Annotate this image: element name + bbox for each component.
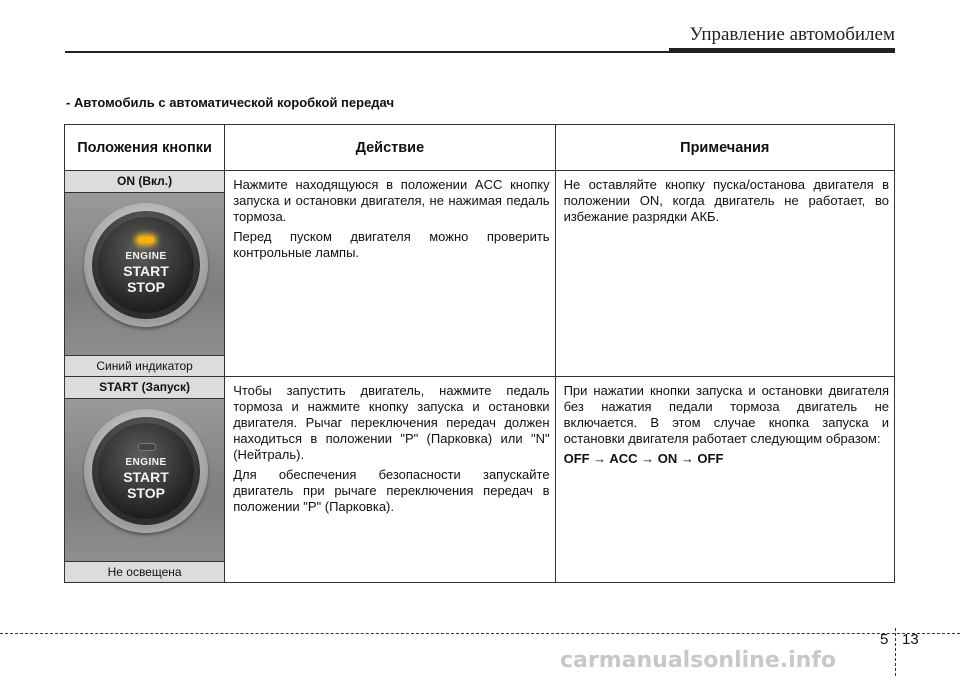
action-paragraph: Перед пуском двигателя можно проверить контрольные лампы. [233, 229, 550, 260]
table-row [65, 377, 895, 583]
page-header-title: Управление автомобилем [689, 24, 895, 45]
position-cell [65, 377, 225, 583]
table-header-row [65, 125, 895, 171]
action-paragraph: Нажмите находящуюся в положении ACC кнопку запуска и остановки двигателя, не нажимая педаль тормоза. [233, 177, 550, 224]
button-text-engine: ENGINE [125, 457, 167, 468]
header-rule [65, 51, 669, 53]
position-cell [65, 171, 225, 377]
button-text-stop: STOP [127, 485, 165, 501]
footer-rule [0, 633, 960, 634]
action-cell [225, 171, 555, 377]
indicator-lit-icon [138, 237, 154, 243]
watermark: carmanualsonline.info [560, 648, 836, 673]
indicator-caption: Синий индикатор [65, 356, 224, 376]
start-button-table [64, 124, 895, 583]
position-label: ON (Вкл.) [65, 171, 224, 193]
notes-cell [555, 171, 894, 377]
footer-divider [895, 628, 896, 676]
position-label: START (Запуск) [65, 377, 224, 399]
button-image-on [65, 193, 224, 356]
button-text-start: START [123, 469, 169, 485]
button-text-start: START [123, 263, 169, 279]
page-number: 13 [902, 631, 919, 648]
indicator-caption: Не освещена [65, 562, 224, 582]
action-paragraph: Чтобы запустить двигатель, нажмите педаль тормоза и нажмите кнопку запуска и остановки двигателя. Рычаг переключения передач должен находиться в положении "P" (Парковка) или "N" (Нейтраль). [233, 383, 550, 462]
action-paragraph: Для обеспечения безопасности запускайте двигатель при рычаге переключения передач в положении "P" (Парковка). [233, 467, 550, 514]
section-number: 5 [880, 631, 889, 648]
notes-cell [555, 377, 894, 583]
header-rule-accent [669, 48, 895, 53]
button-text-engine: ENGINE [125, 251, 167, 262]
start-stop-button-icon [84, 203, 208, 327]
start-stop-button-icon [84, 409, 208, 533]
column-header-position: Положения кнопки [65, 125, 225, 171]
notes-paragraph: При нажатии кнопки запуска и остановки двигателя без нажатия педали тормоза двигатель не включается. В этом случае кнопка запуска и остановки двигателя работает следующим образом: [563, 383, 889, 446]
mode-sequence: OFF → ACC → ON → OFF [563, 451, 724, 466]
notes-paragraph: Не оставляйте кнопку пуска/останова двигателя в положении ON, когда двигатель не работает, во избежание разрядки АКБ. [563, 177, 889, 224]
indicator-off-icon [138, 443, 156, 451]
button-image-start [65, 399, 224, 562]
column-header-action: Действие [225, 125, 555, 171]
action-cell [225, 377, 555, 583]
column-header-notes: Примечания [555, 125, 894, 171]
button-text-stop: STOP [127, 279, 165, 295]
section-subtitle: - Автомобиль с автоматической коробкой передач [66, 95, 395, 110]
table-row [65, 171, 895, 377]
